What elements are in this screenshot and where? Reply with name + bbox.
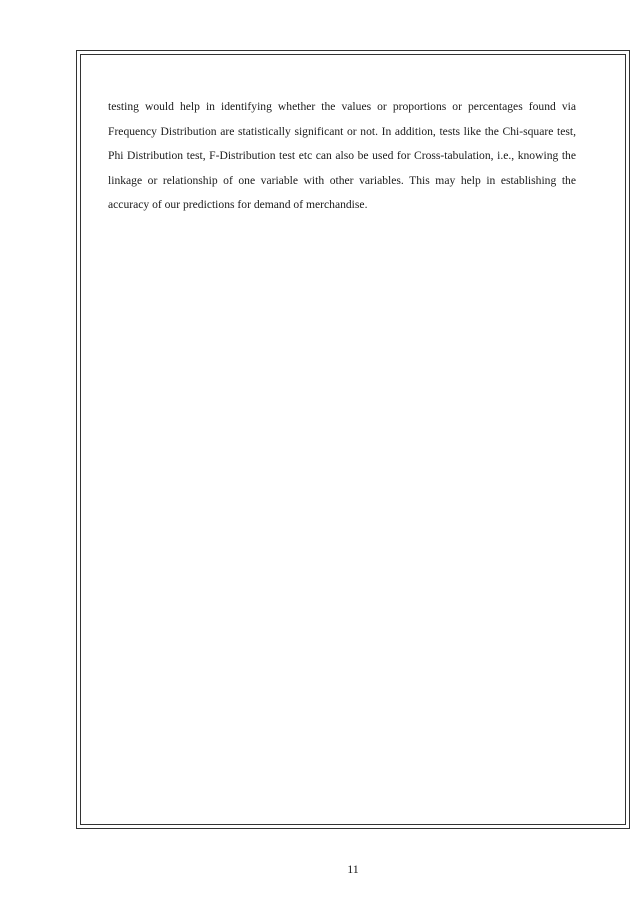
page-number: 11: [347, 862, 359, 876]
body-paragraph: testing would help in identifying whether the values or proportions or percentages found via Frequency Distribution are statistically significant or not. In addition, tests like the Chi-square test, Phi Distribution test, F-Distribution test etc can also be used for Cross-tabulation, i.e., knowing the linkage or relationship of one variable with other variables. This may help in establishing the accuracy of our predictions for demand of merchandise.: [108, 100, 576, 211]
